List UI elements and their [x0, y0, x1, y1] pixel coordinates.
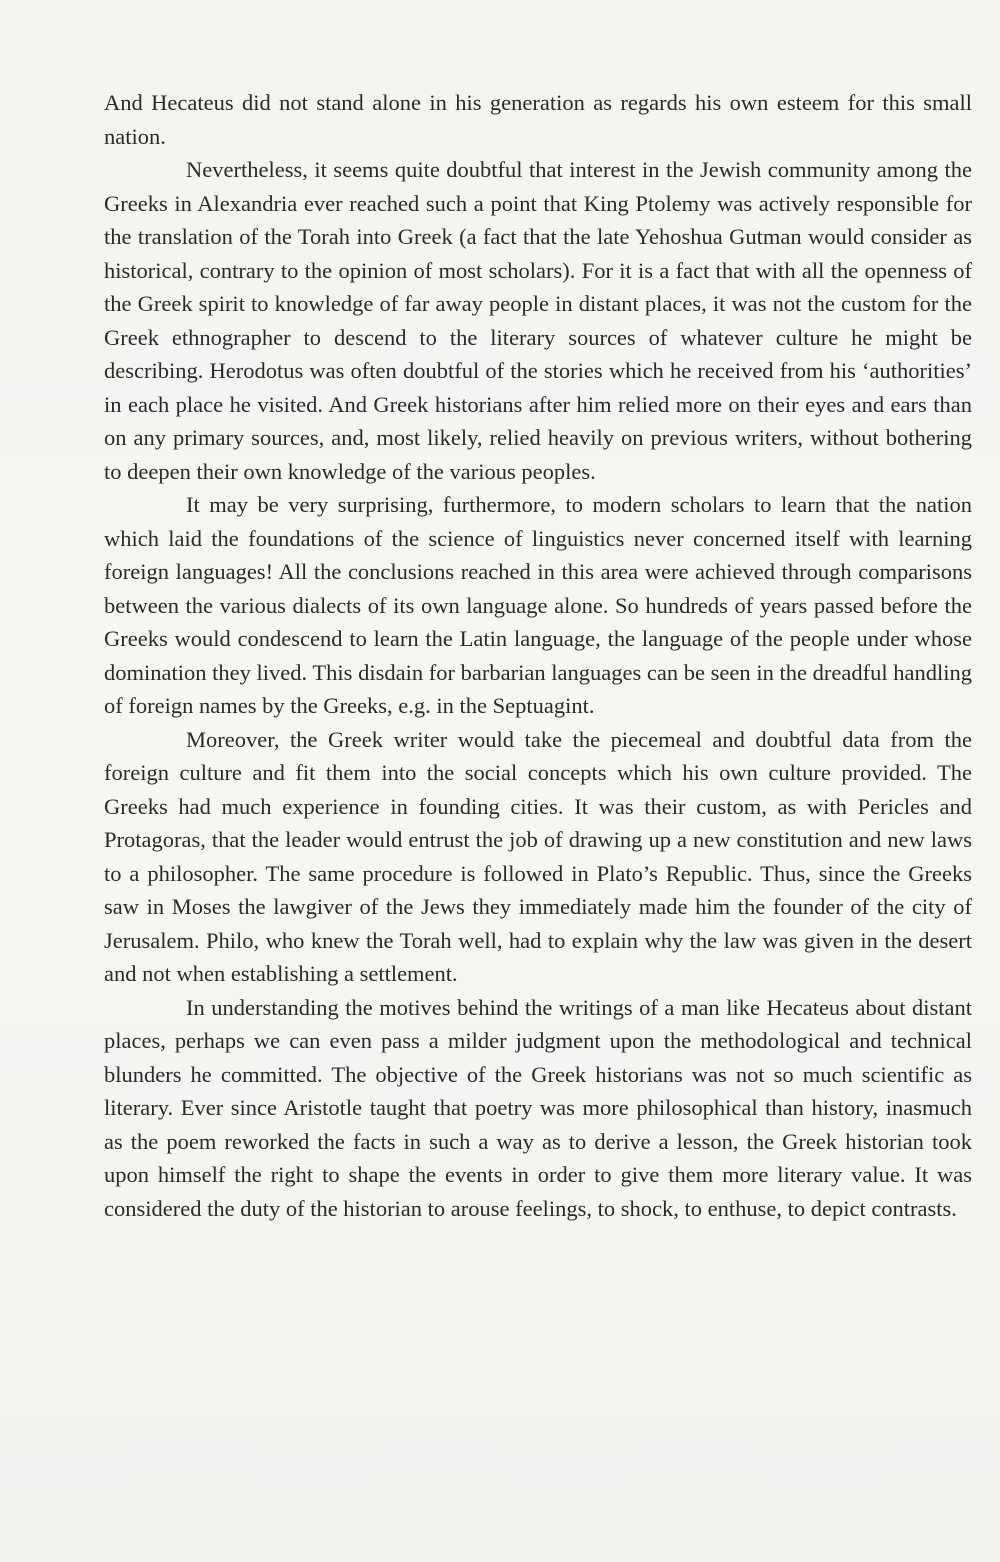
body-text	[104, 86, 972, 1225]
paragraph-1: And Hecateus did not stand alone in his generation as regards his own esteem for this small nation.	[104, 90, 972, 149]
paragraph-2: Nevertheless, it seems quite doubtful that interest in the Jewish community among the Greeks in Alexandria ever reached such a point that King Ptolemy was actively responsible for the translation of the Torah into Greek (a fact that the late Yehoshua Gutman would consider as historical, contrary to the opinion of most scholars). For it is a fact that with all the openness of the Greek spirit to knowledge of far away people in distant places, it was not the custom for the Greek ethnographer to descend to the literary sources of whatever culture he might be describing. Herodotus was often doubtful of the stories which he received from his ‘authorities’ in each place he visited. And Greek historians after him relied more on their eyes and ears than on any primary sources, and, most likely, relied heavily on previous writers, without bothering to deepen their own knowledge of the various peoples.	[104, 157, 972, 484]
paragraph-5: In understanding the motives behind the writings of a man like Hecateus about distant places, perhaps we can even pass a milder judgment upon the methodological and technical blunders he committed. The objective of the Greek historians was not so much scientific as literary. Ever since Aristotle taught that poetry was more philosophical than history, inasmuch as the poem reworked the facts in such a way as to derive a lesson, the Greek historian took upon himself the right to shape the events in order to give them more literary value. It was considered the duty of the historian to arouse feelings, to shock, to enthuse, to depict contrasts.	[104, 994, 972, 1221]
paragraph-4: Moreover, the Greek writer would take the piecemeal and doubtful data from the foreign culture and fit them into the social concepts which his own culture provided. The Greeks had much experience in founding cities. It was their custom, as with Pericles and Protagoras, that the leader would entrust the job of drawing up a new constitution and new laws to a philosopher. The same procedure is followed in Plato’s Republic. Thus, since the Greeks saw in Moses the lawgiver of the Jews they immediately made him the founder of the city of Jerusalem. Philo, who knew the Torah well, had to explain why the law was given in the desert and not when establishing a settlement.	[104, 726, 972, 986]
paragraph-3: It may be very surprising, furthermore, to modern scholars to learn that the nation which laid the foundations of the science of linguistics never concerned itself with learning foreign languages! All the conclusions reached in this area were achieved through comparisons between the various dialects of its own language alone. So hundreds of years passed before the Greeks would condescend to learn the Latin language, the language of the people under whose domination they lived. This disdain for barbarian languages can be seen in the dreadful handling of foreign names by the Greeks, e.g. in the Septuagint.	[104, 492, 972, 718]
